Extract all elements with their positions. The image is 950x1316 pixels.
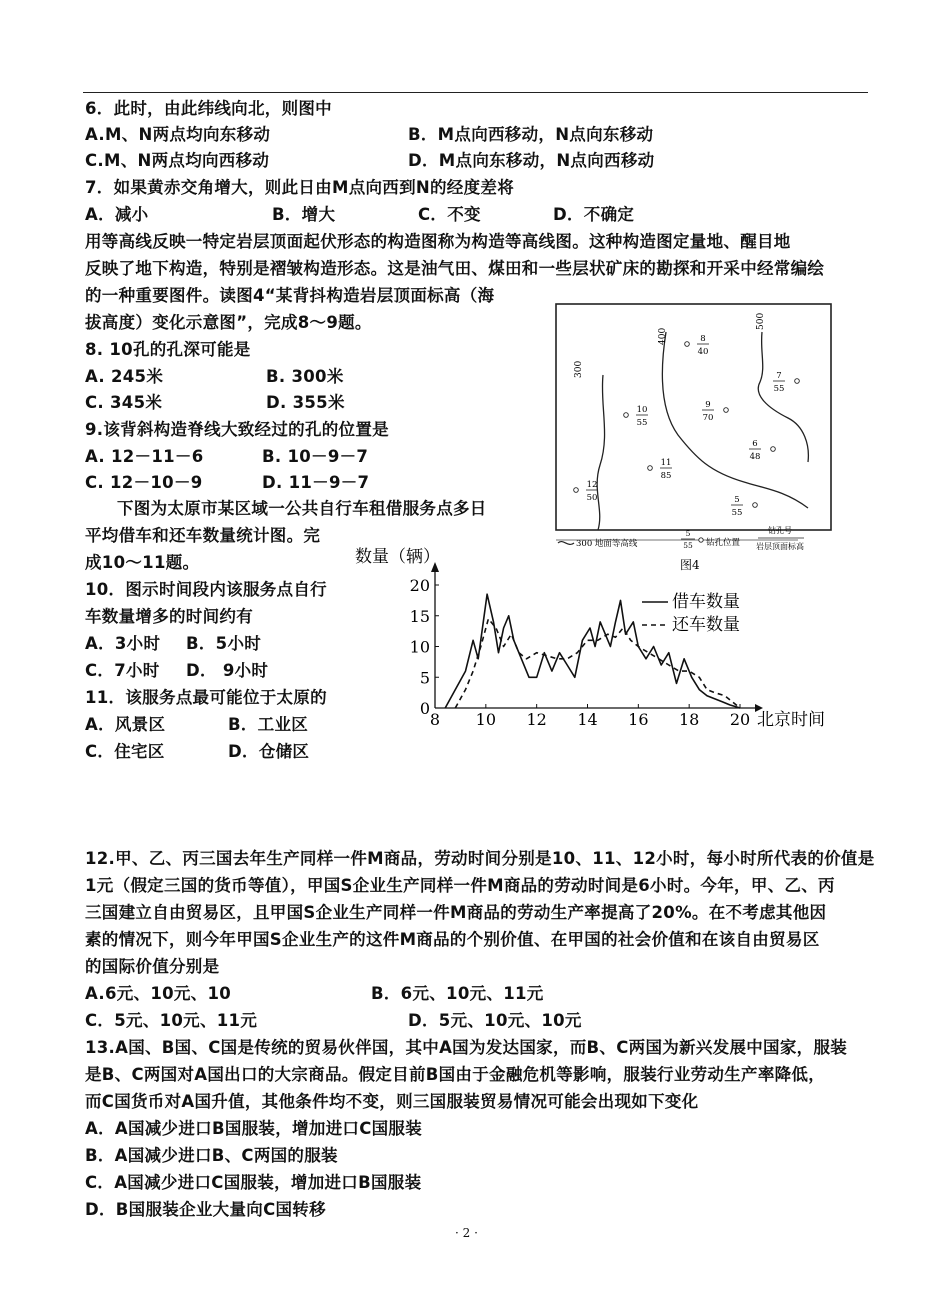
top-rule [83, 92, 868, 93]
legend-sample-elevation: 55 [683, 541, 693, 550]
q6-option-c: C.M、N两点均向西移动 [85, 151, 270, 170]
q12-option-a: A.6元、10元、10 [85, 984, 232, 1003]
q8-option-b: B. 300米 [266, 367, 344, 386]
q6-option-a: A.M、N两点均向东移动 [85, 125, 271, 144]
q8-option-c: C. 345米 [85, 393, 163, 412]
q10-option-b: B．5小时 [186, 634, 262, 653]
y-tick-label: 15 [409, 606, 430, 626]
drill-hole-elevation: 70 [702, 413, 714, 423]
x-tick-label: 14 [577, 710, 598, 729]
intro2-line: 成10～11题。 [85, 553, 200, 572]
q9-option-b: B. 10－9－7 [262, 447, 369, 466]
q13-line: 13.A国、B国、C国是传统的贸易伙伴国，其中A国为发达国家，而B、C两国为新兴发展中国家，服装 [85, 1038, 848, 1057]
q7-stem: 7．如果黄赤交角增大，则此日由M点向西到N的经度差将 [85, 178, 515, 197]
legend-borrow-label: 借车数量 [672, 592, 740, 612]
q6-option-b: B．M点向西移动，N点向东移动 [408, 125, 654, 144]
q10-option-a: A．3小时 [85, 634, 161, 653]
x-tick-label: 10 [475, 710, 497, 729]
drill-hole-marker [753, 503, 758, 508]
q11-stem: 11．该服务点最可能位于太原的 [85, 688, 327, 707]
x-tick-label: 16 [628, 710, 649, 729]
q12-option-c: C．5元、10元、11元 [85, 1011, 258, 1030]
y-tick-label: 0 [419, 699, 430, 718]
q12-line: 三国建立自由贸易区，且甲国S企业生产同样一件M商品的劳动生产率提高了20%。在不考虑其他因 [85, 903, 827, 922]
drill-hole-marker [574, 488, 579, 493]
q12-line: 素的情况下，则今年甲国S企业生产的这件M商品的个别价值、在甲国的社会价值和在该自由贸易区 [85, 930, 820, 949]
drill-hole-elevation: 55 [731, 508, 743, 518]
drill-hole-number: 9 [705, 400, 711, 410]
q9-stem: 9.该背斜构造脊线大致经过的孔的位置是 [85, 420, 389, 439]
drill-hole-number: 7 [776, 371, 782, 381]
intro1-line: 用等高线反映一特定岩层顶面起伏形态的构造图称为构造等高线图。这种构造图定量地、醒目地 [85, 232, 791, 251]
q9-option-a: A. 12－11－6 [85, 447, 204, 466]
x-tick-label: 20 [729, 710, 751, 729]
q10-stem: 车数量增多的时间约有 [85, 607, 253, 626]
q11-option-b: B．工业区 [228, 715, 309, 734]
figure-caption: 图4 [680, 558, 700, 572]
contour-line-400 [662, 332, 808, 508]
drill-hole-marker [771, 447, 776, 452]
q13-option-c: C．A国减少进口C国服装，增加进口B国服装 [85, 1173, 422, 1192]
drill-hole-marker [648, 466, 653, 471]
q12-option-d: D．5元、10元、10元 [408, 1011, 582, 1030]
drill-hole-number: 12 [586, 480, 598, 490]
q13-option-b: B．A国减少进口B、C两国的服装 [85, 1146, 338, 1165]
drill-hole-marker [724, 408, 729, 413]
chart-y-label: 数量（辆） [355, 547, 440, 567]
q10-option-c: C．7小时 [85, 661, 160, 680]
q10-option-d: D． 9小时 [186, 661, 269, 680]
page-number: · 2 · [455, 1226, 478, 1240]
drill-hole-elevation: 85 [660, 471, 672, 481]
q13-option-a: A．A国减少进口B国服装，增加进口C国服装 [85, 1119, 423, 1138]
q9-option-d: D. 11－9－7 [262, 473, 370, 492]
q12-line: 的国际价值分别是 [85, 957, 220, 976]
intro2-line: 下图为太原市某区域一公共自行车租借服务点多日 [117, 499, 487, 518]
contour-label-500: 500 [756, 312, 766, 330]
intro1-line: 的一种重要图件。读图4“某背抖构造岩层顶面标高（海 [85, 286, 495, 305]
legend-hole-text: 钻孔位置 [706, 538, 741, 548]
drill-hole-elevation: 50 [586, 493, 598, 503]
legend-contour-text: 300 地面等高线 [576, 539, 638, 549]
q8-stem: 8. 10孔的孔深可能是 [85, 340, 251, 359]
q6-stem: 6．此时，由此纬线向北，则图中 [85, 99, 332, 118]
drill-hole-number: 11 [660, 458, 672, 468]
drill-hole-elevation: 40 [697, 347, 709, 357]
drill-hole-number: 8 [700, 334, 706, 344]
drill-hole-elevation: 48 [749, 452, 761, 462]
q8-option-a: A. 245米 [85, 367, 164, 386]
drill-hole-marker [795, 379, 800, 384]
y-tick-label: 10 [409, 637, 430, 657]
drill-hole-number: 6 [752, 439, 758, 449]
q12-line: 1元（假定三国的货币等值），甲国S企业生产同样一件M商品的劳动时间是6小时。今年，甲、乙、丙 [85, 876, 835, 895]
x-tick-label: 12 [526, 710, 547, 729]
y-tick-label: 5 [419, 668, 430, 688]
chart-x-label: 北京时间 [757, 710, 825, 730]
y-tick-label: 20 [409, 576, 430, 595]
bike-rental-line-chart [355, 540, 855, 740]
q13-line: 是B、C两国对A国出口的大宗商品。假定目前B国由于金融危机等影响，服装行业劳动生产率降低， [85, 1065, 826, 1084]
q7-option-c: C．不变 [418, 205, 481, 224]
q13-option-d: D．B国服装企业大量向C国转移 [85, 1200, 326, 1219]
q6-option-d: D．M点向东移动，N点向西移动 [408, 151, 655, 170]
q11-option-c: C．住宅区 [85, 742, 165, 761]
x-tick-label: 18 [678, 710, 700, 729]
drill-hole-marker [685, 342, 690, 347]
drill-hole-elevation: 55 [773, 384, 785, 394]
q12-line: 12.甲、乙、丙三国去年生产同样一件M商品，劳动时间分别是10、11、12小时，每小时所代表的价值是 [85, 849, 875, 868]
contour-label-300: 300 [574, 360, 584, 378]
legend-top-label: 钻孔号 [768, 526, 792, 535]
drill-hole-marker [624, 413, 629, 418]
intro1-line: 反映了地下构造，特别是褶皱构造形态。这是油气田、煤田和一些层状矿床的勘探和开采中经常编绘 [85, 259, 825, 278]
q10-stem: 10．图示时间段内该服务点自行 [85, 580, 327, 599]
legend-return-label: 还车数量 [672, 615, 740, 635]
intro2-line: 平均借车和还车数量统计图。完 [85, 526, 321, 545]
drill-hole-elevation: 55 [636, 418, 648, 428]
drill-hole-number: 5 [734, 495, 740, 505]
legend-bottom-label: 岩层顶面标高 [756, 542, 804, 551]
q7-option-a: A．减小 [85, 205, 149, 224]
q9-option-c: C. 12－10－9 [85, 473, 203, 492]
q12-option-b: B．6元、10元、11元 [371, 984, 544, 1003]
q7-option-b: B．增大 [272, 205, 336, 224]
contour-line-300 [597, 375, 604, 530]
legend-sample-number: 5 [685, 529, 691, 538]
contour-line-500 [758, 332, 808, 462]
q13-line: 而C国货币对A国升值，其他条件均不变，则三国服装贸易情况可能会出现如下变化 [85, 1092, 699, 1111]
x-tick-label: 8 [429, 710, 441, 729]
contour-label-400: 400 [658, 327, 668, 345]
q7-option-d: D．不确定 [553, 205, 635, 224]
chart-axes [410, 562, 763, 729]
drill-holes [574, 334, 800, 518]
drill-hole-number: 10 [636, 405, 648, 415]
q11-option-a: A．风景区 [85, 715, 166, 734]
intro1-line: 拔高度）变化示意图”，完成8～9题。 [85, 313, 372, 332]
q8-option-d: D. 355米 [266, 393, 345, 412]
q11-option-d: D．仓储区 [228, 742, 310, 761]
